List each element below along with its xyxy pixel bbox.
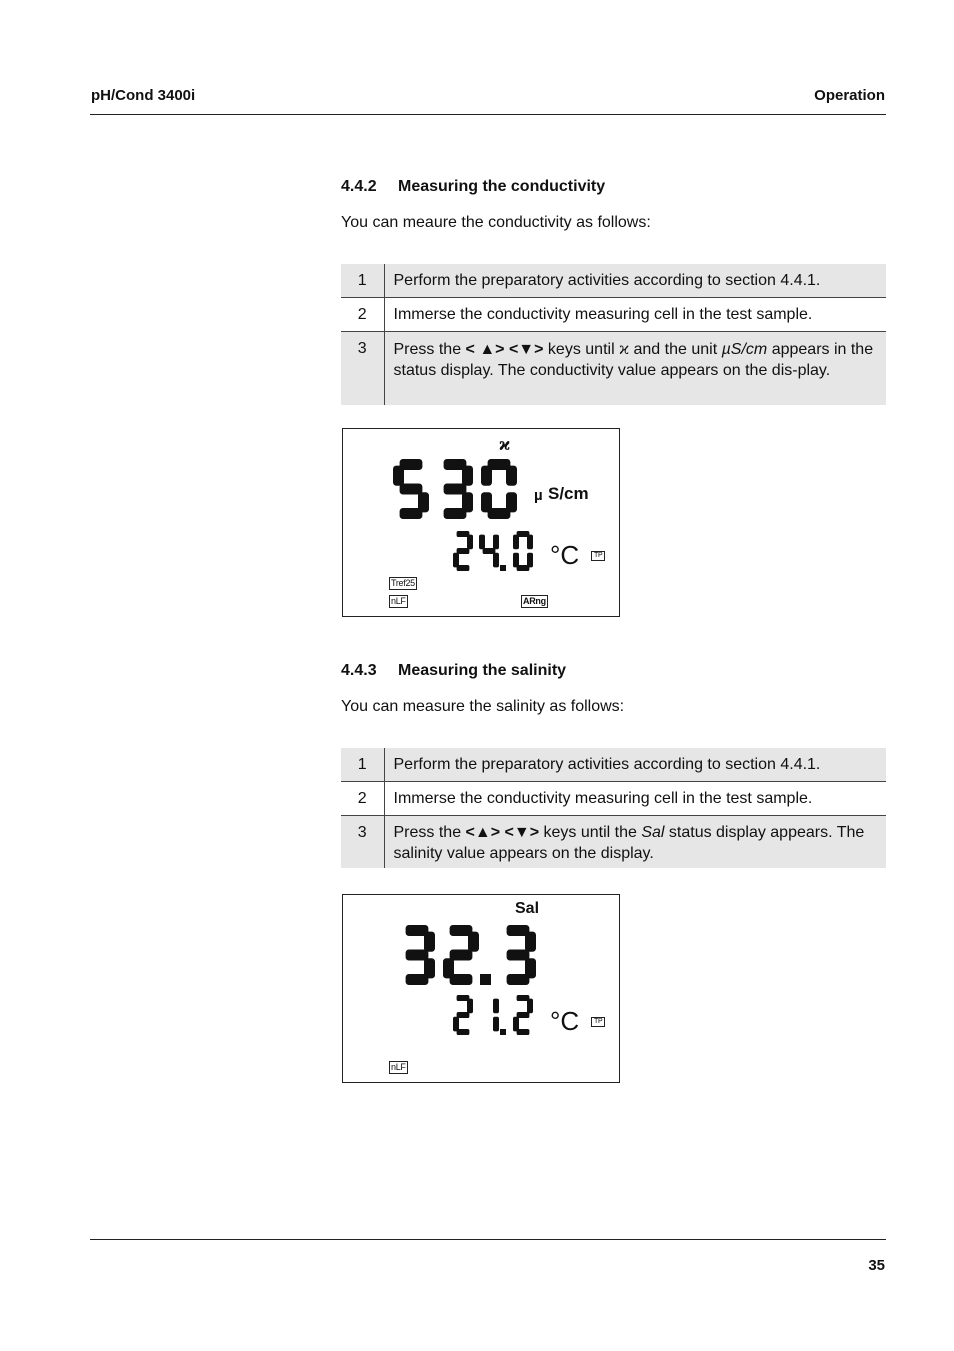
lcd-segment-b (467, 999, 473, 1014)
table-row (341, 331, 886, 405)
header-title: pH/Cond 3400i (91, 87, 196, 104)
lcd-segment-b (527, 999, 533, 1014)
lcd-segment-e (513, 553, 519, 568)
lcd-segment-g (483, 548, 496, 554)
lcd-decimal-point (500, 1029, 506, 1035)
lcd-digit (507, 925, 536, 985)
arng-indicator: ARng (523, 596, 546, 606)
table-row (341, 264, 886, 297)
lcd-digit (513, 995, 533, 1035)
sal-indicator: Sal (515, 900, 540, 917)
section-intro: You can measure the salinity as follows: (341, 698, 625, 715)
up-key-label: < ▲> (465, 340, 505, 358)
step-text-part: keys until (543, 340, 620, 358)
lcd-segment-b (493, 999, 499, 1014)
tp-indicator: TP (591, 1017, 605, 1027)
footer-rule (90, 1239, 886, 1240)
step-number: 1 (341, 264, 384, 297)
section-title: Measuring the salinity (398, 662, 567, 679)
lcd-display-salinity (342, 894, 620, 1083)
lcd-segment-b (525, 932, 536, 952)
lcd-segment-b (467, 535, 473, 550)
lcd-display-conductivity (342, 428, 620, 617)
up-key-label: <▲> (465, 823, 501, 841)
lcd-segment-f (393, 466, 404, 486)
unit-label: µS/cm (721, 340, 768, 358)
lcd-segment-g (444, 484, 467, 495)
temp-unit: °C (550, 540, 580, 570)
lcd-segment-d (444, 508, 467, 519)
step-text-part: Press the (393, 823, 466, 841)
lcd-decimal-point (480, 974, 491, 985)
step-text-part: Press the (393, 340, 466, 358)
step-text: Immerse the conductivity measuring cell in the test sample. (384, 297, 886, 331)
lcd-segment-e (453, 1017, 459, 1032)
step-number: 1 (341, 748, 384, 781)
lcd-segment-b (468, 932, 479, 952)
step-text (384, 331, 886, 405)
lcd-segment-f (481, 466, 492, 486)
lcd-segment-c (493, 553, 499, 568)
step-text: Immerse the conductivity measuring cell in the test sample. (384, 781, 886, 815)
page-number: 35 (868, 1257, 885, 1274)
section-number: 4.4.3 (341, 662, 377, 679)
header-rule (90, 114, 886, 115)
lcd-digit (393, 459, 429, 519)
lcd-digit (453, 995, 473, 1035)
tp-indicator: TP (591, 551, 605, 561)
step-text: Perform the preparatory activities according to section 4.4.1. (384, 748, 886, 781)
lcd-digits-salinity (343, 895, 621, 1084)
step-number: 2 (341, 781, 384, 815)
steps-table-conductivity (341, 264, 886, 405)
lcd-segment-f (513, 535, 519, 550)
down-key-label: <▼> (504, 823, 540, 841)
lcd-segment-d (507, 974, 530, 985)
temp-unit: °C (550, 1006, 580, 1036)
lcd-segment-b (462, 466, 473, 486)
lcd-segment-b (424, 932, 435, 952)
lcd-segment-f (479, 535, 485, 550)
step-text (384, 815, 886, 868)
down-key-label: <▼> (508, 340, 544, 358)
step-number: 2 (341, 297, 384, 331)
lcd-segment-g (517, 1012, 530, 1018)
lcd-segment-g (457, 548, 470, 554)
lcd-digit (443, 925, 479, 985)
unit-label: S/cm (548, 484, 589, 503)
lcd-segment-e (453, 553, 459, 568)
sal-mode-label: Sal (641, 823, 665, 841)
lcd-digit (406, 925, 435, 985)
lcd-segment-g (450, 950, 473, 961)
lcd-segment-g (406, 950, 429, 961)
lcd-digits-conductivity (343, 429, 621, 618)
lcd-segment-c (493, 1017, 499, 1032)
lcd-segment-g (507, 950, 530, 961)
lcd-segment-e (481, 492, 492, 512)
lcd-digit (479, 535, 499, 568)
section-number: 4.4.2 (341, 178, 377, 195)
lcd-segment-b (493, 535, 499, 550)
lcd-segment-g (400, 484, 423, 495)
step-text: Perform the preparatory activities according to section 4.4.1. (384, 264, 886, 297)
lcd-segment-b (527, 535, 533, 550)
section-intro: You can meaure the conductivity as follows: (341, 214, 651, 231)
section-heading-salinity (341, 662, 566, 680)
lcd-segment-d (406, 974, 429, 985)
step-text-part: keys until the (539, 823, 642, 841)
lcd-digit (481, 459, 517, 519)
section-title: Measuring the conductivity (398, 178, 606, 195)
step-text-part: and the unit (629, 340, 722, 358)
kappa-symbol: ϰ (619, 338, 630, 358)
header-section: Operation (814, 87, 885, 104)
step-text-part: status display appears. The salinity value appears on the display. (393, 823, 865, 862)
tref25-indicator: Tref25 (391, 578, 415, 588)
table-row (341, 781, 886, 815)
unit-mu: µ (534, 487, 543, 504)
lcd-segment-b (506, 466, 517, 486)
step-number: 3 (341, 331, 384, 405)
steps-table-salinity (341, 748, 886, 868)
lcd-decimal-point (500, 565, 506, 571)
lcd-digit (444, 459, 473, 519)
lcd-segment-d (400, 508, 423, 519)
lcd-segment-g (457, 1012, 470, 1018)
table-row (341, 815, 886, 868)
lcd-digit (493, 999, 499, 1032)
kappa-icon: ϰ (499, 435, 511, 455)
table-row (341, 297, 886, 331)
lcd-digit (513, 531, 533, 571)
nlf-indicator: nLF (391, 596, 406, 606)
lcd-segment-e (443, 958, 454, 978)
table-row (341, 748, 886, 781)
section-heading-conductivity (341, 178, 605, 196)
nlf-indicator: nLF (391, 1062, 406, 1072)
lcd-segment-e (513, 1017, 519, 1032)
step-number: 3 (341, 815, 384, 868)
step-text-part: appears in the status display. The conductivity value appears on the dis-play. (393, 340, 874, 379)
lcd-digit (453, 531, 473, 571)
